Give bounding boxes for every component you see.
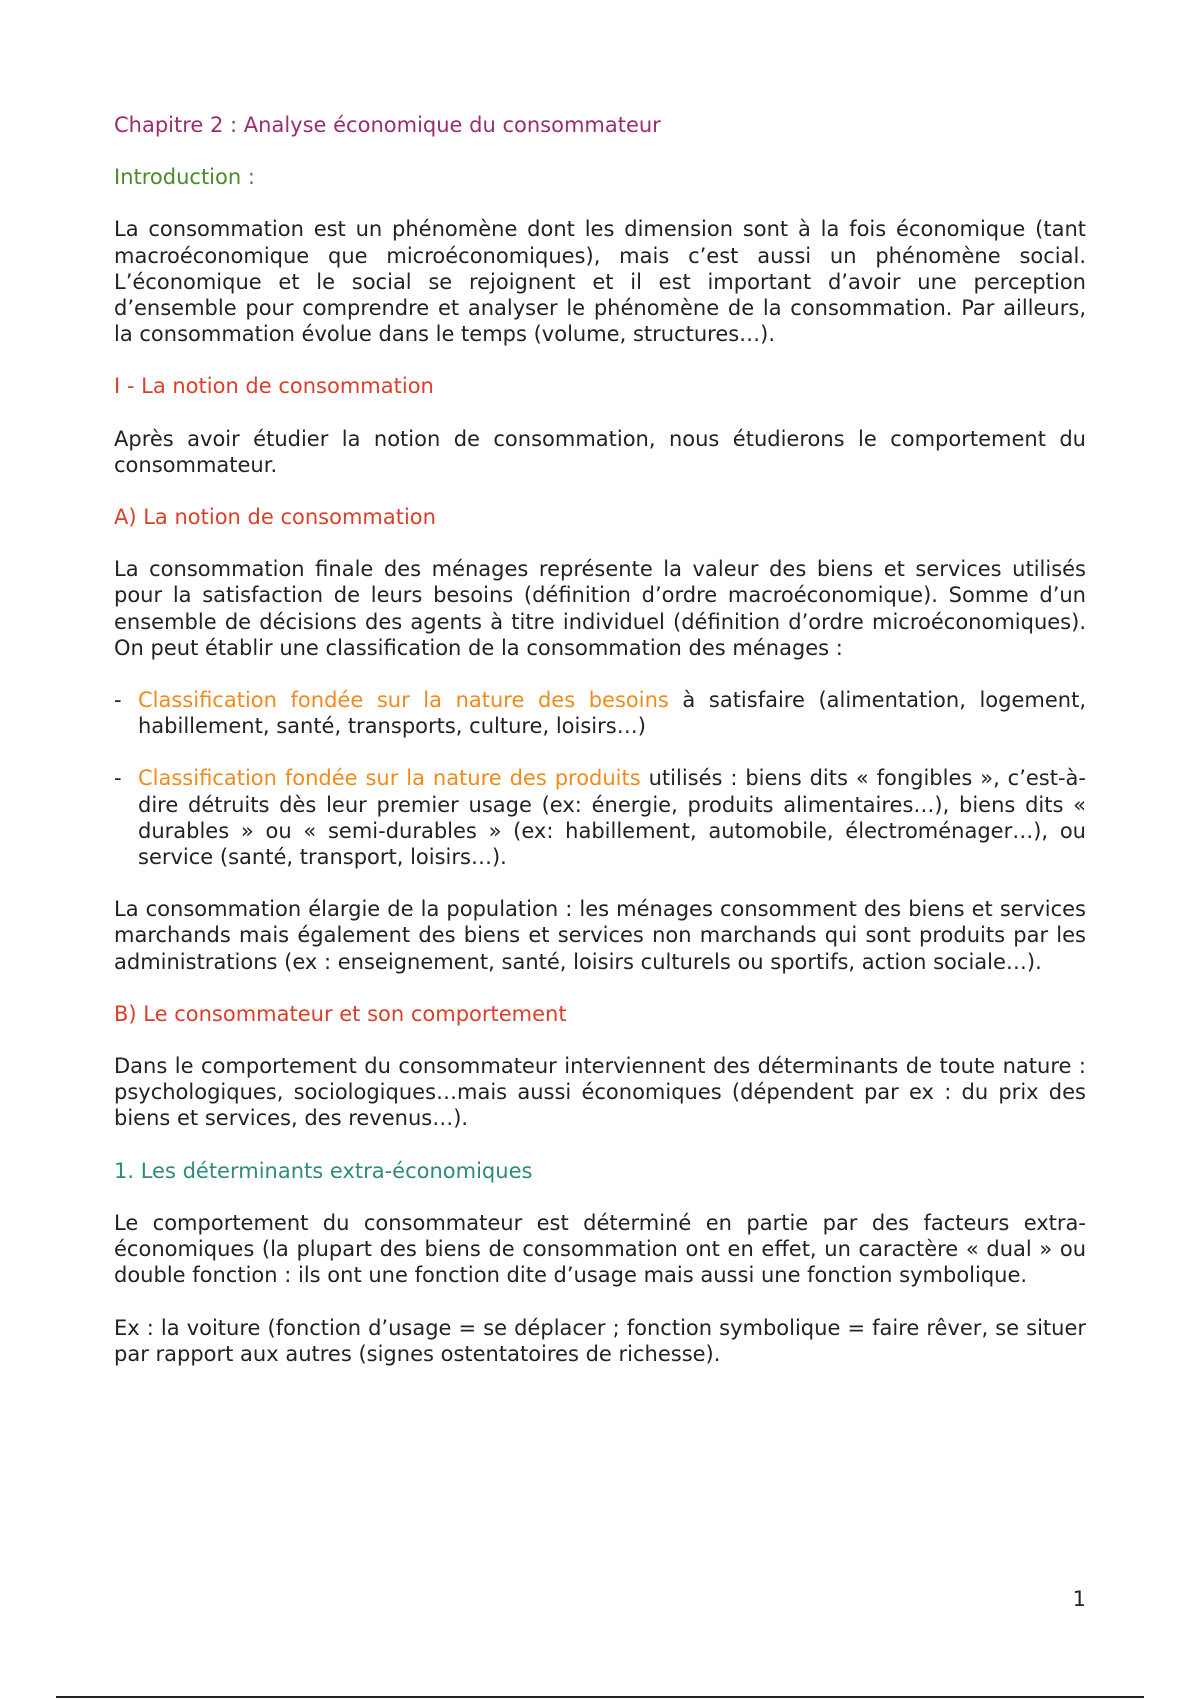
intro-heading: Introduction : — [114, 165, 255, 190]
subsection-a-paragraph: La consommation finale des ménages représente la valeur des biens et services utilisés pour la satisfaction de leurs besoins (définition d’ordre macroéconomique). Somme d’un ensemble de décisions des agents à titre individuel (définition d’ordre microéconomiques). On peut établir une classification de la consommation des ménages : — [114, 557, 1086, 660]
example-paragraph: Ex : la voiture (fonction d’usage = se déplacer ; fonction symbolique = faire rêver, se situer par rapport aux autres (signes ostentatoires de richesse). — [114, 1315, 1086, 1366]
classification-text: utilisés : biens dits « fongibles », c’est-à-dire détruits dès leur premier usage (ex: énergie, produits alimentaires…), biens dits « durables » ou « semi-durables » (ex: habillement, automobile, électroménager…), ou service (santé, transport, loisirs…). — [138, 766, 1086, 870]
bottom-rule — [56, 1696, 1144, 1698]
classification-label: Classification fondée sur la nature des produits — [138, 766, 641, 791]
intro-paragraph: La consommation est un phénomène dont les dimension sont à la fois économique (tant macroéconomique que microéconomiques), mais c’est aussi un phénomène social. L’économique et le social se rejoignent et il est important d’avoir une perception d’ensemble pour comprendre et analyser le phénomène de la consommation. Par ailleurs, la consommation évolue dans le temps (volume, structures…). — [114, 217, 1086, 347]
subsection-b-paragraph: Dans le comportement du consommateur interviennent des déterminants de toute nature : psychologiques, sociologiques…mais aussi économiques (dépendent par ex : du prix des biens et services, des revenus…). — [114, 1054, 1086, 1131]
subsection-1-heading: 1. Les déterminants extra-économiques — [114, 1158, 533, 1183]
subsection-1-paragraph: Le comportement du consommateur est déterminé en partie par des facteurs extra-économiques (la plupart des biens de consommation ont en effet, un caractère « dual » ou double fonction : ils ont une fonction dite d’usage mais aussi une fonction symbolique. — [114, 1210, 1086, 1288]
bullet-dash: - — [114, 766, 122, 791]
subsection-a-paragraph-2: La consommation élargie de la population : les ménages consomment des biens et services marchands mais également des biens et services non marchands qui sont produits par les administrations (ex : enseignement, santé, loisirs culturels ou sportifs, action sociale…). — [114, 897, 1086, 974]
list-item — [114, 687, 1086, 739]
section-1-paragraph: Après avoir étudier la notion de consommation, nous étudierons le comportement du consommateur. — [114, 426, 1086, 477]
section-1-heading: I - La notion de consommation — [114, 374, 434, 399]
document-page — [114, 112, 1086, 1393]
subsection-b-heading: B) Le consommateur et son comportement — [114, 1001, 567, 1026]
page-number: 1 — [1072, 1587, 1086, 1611]
classification-label: Classification fondée sur la nature des besoins — [138, 688, 669, 713]
bullet-dash: - — [114, 688, 122, 713]
chapter-title: Chapitre 2 : Analyse économique du consommateur — [114, 113, 661, 137]
list-item — [114, 765, 1086, 870]
classification-text: à satisfaire (alimentation, logement, habillement, santé, transports, culture, loisirs…) — [138, 688, 1086, 739]
subsection-a-heading: A) La notion de consommation — [114, 505, 436, 530]
